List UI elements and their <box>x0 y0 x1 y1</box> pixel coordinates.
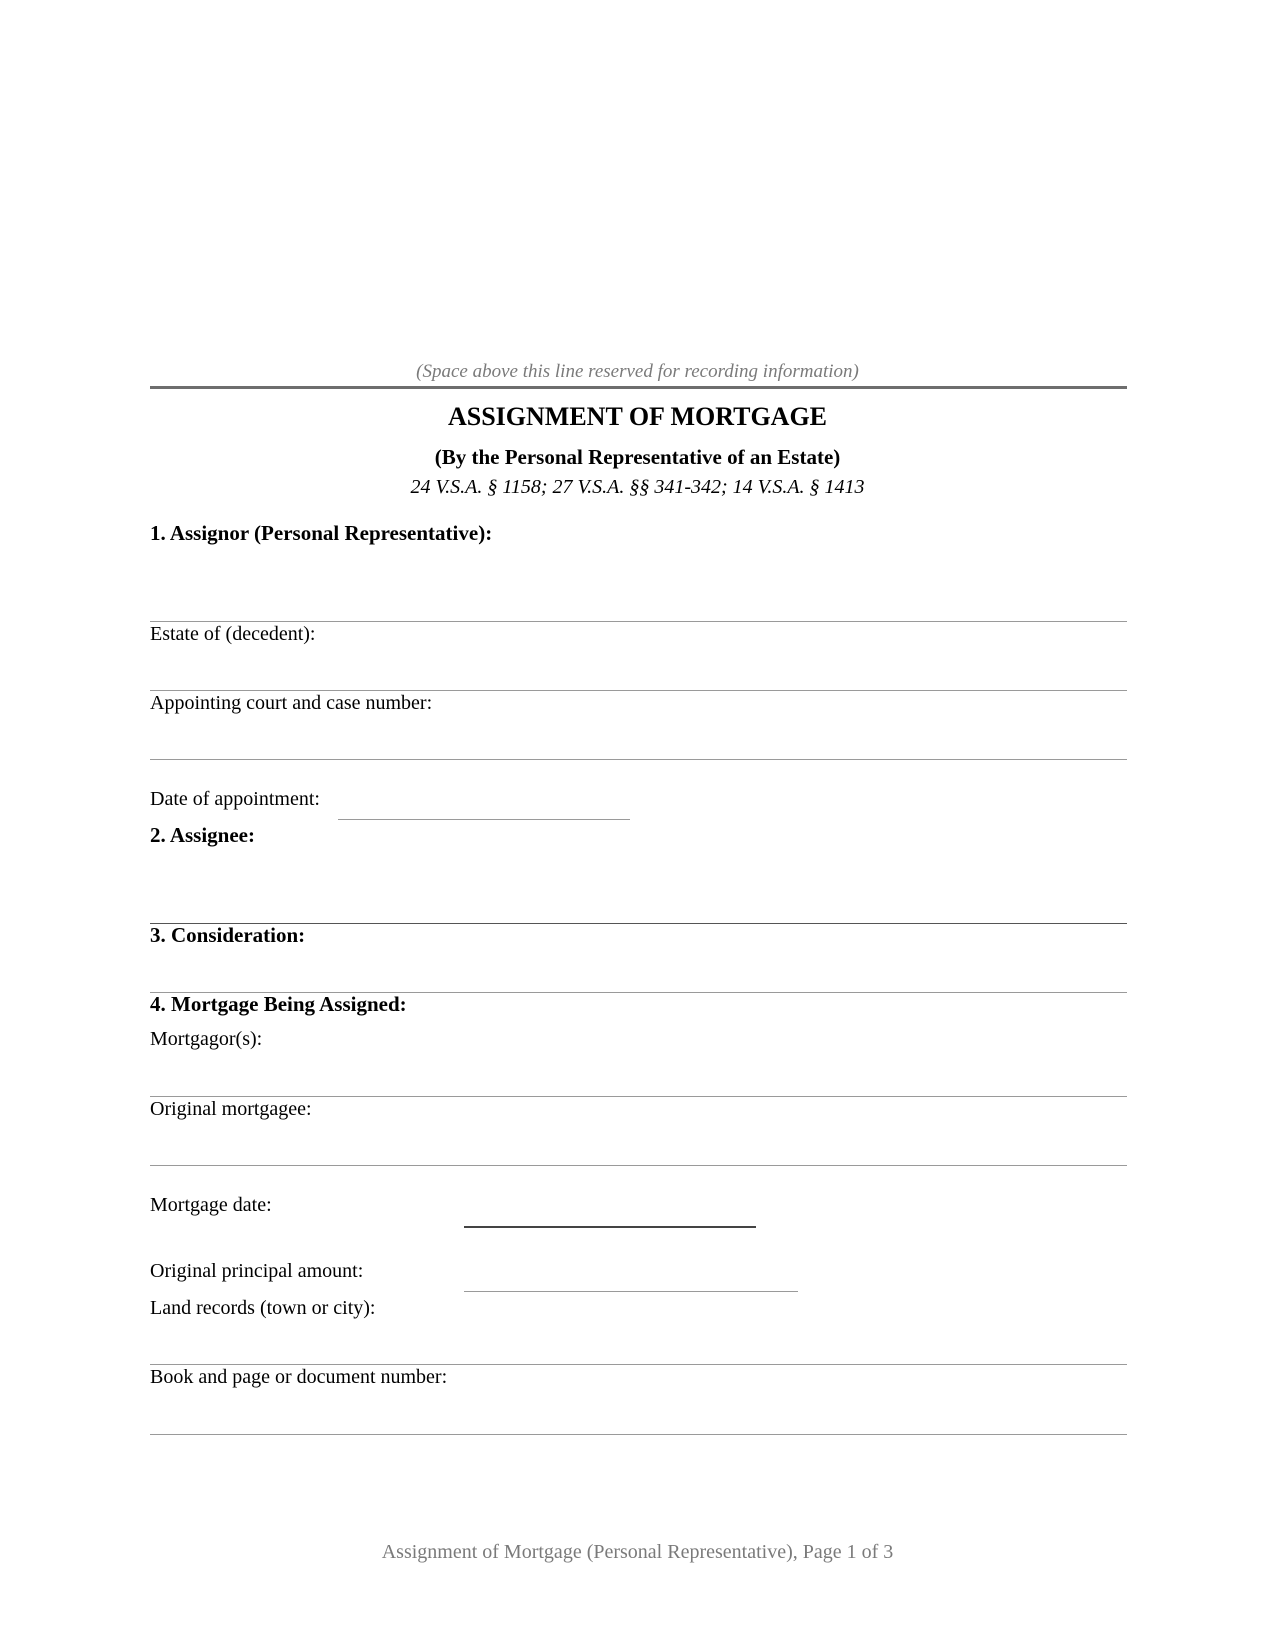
consideration-heading: 3. Consideration: <box>150 923 306 947</box>
document-subtitle: (By the Personal Representative of an Estate) <box>434 445 841 469</box>
book-page-line[interactable] <box>150 1434 1127 1435</box>
assignee-heading: 2. Assignee: <box>150 823 255 847</box>
estate-label: Estate of (decedent): <box>150 623 316 645</box>
mortgage-heading: 4. Mortgage Being Assigned: <box>150 992 407 1016</box>
mortgage-date-label: Mortgage date: <box>150 1194 272 1216</box>
recording-note: (Space above this line reserved for recording information) <box>416 361 859 382</box>
appointing-court-label: Appointing court and case number: <box>150 692 433 714</box>
book-page-label: Book and page or document number: <box>150 1366 448 1388</box>
assignor-heading: 1. Assignor (Personal Representative): <box>150 521 493 545</box>
page-footer: Assignment of Mortgage (Personal Representative), Page 1 of 3 <box>381 1541 894 1563</box>
recording-separator <box>150 386 1127 389</box>
land-records-label: Land records (town or city): <box>150 1297 376 1319</box>
mortgage-date-line[interactable] <box>464 1226 756 1228</box>
original-principal-line[interactable] <box>464 1291 798 1292</box>
mortgagors-label: Mortgagor(s): <box>150 1028 263 1050</box>
appointing-court-line[interactable] <box>150 759 1127 760</box>
original-principal-label: Original principal amount: <box>150 1260 364 1282</box>
document-title: ASSIGNMENT OF MORTGAGE <box>447 402 828 431</box>
statutory-citation: 24 V.S.A. § 1158; 27 V.S.A. §§ 341-342; 14 V.S.A. § 1413 <box>410 476 865 498</box>
date-of-appointment-line[interactable] <box>338 819 630 820</box>
original-mortgagee-label: Original mortgagee: <box>150 1098 312 1120</box>
date-of-appointment-label: Date of appointment: <box>150 788 320 810</box>
original-mortgagee-line[interactable] <box>150 1165 1127 1166</box>
